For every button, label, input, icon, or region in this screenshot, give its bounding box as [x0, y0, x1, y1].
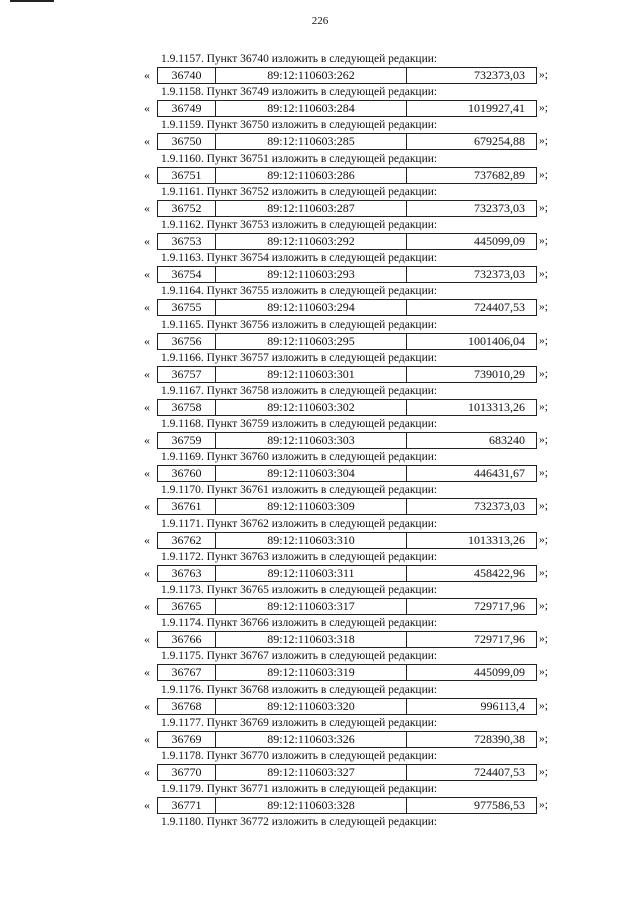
close-quote: »; [539, 69, 548, 81]
amendment-entry [0, 318, 640, 351]
amendment-caption: 1.9.1158. Пункт 36749 изложить в следующей редакции: [161, 86, 438, 99]
open-quote: « [144, 68, 150, 82]
cadastral-number-cell: 89:12:110603:319 [216, 665, 407, 680]
item-number-cell: 36765 [158, 599, 216, 614]
amendment-entry [0, 483, 640, 516]
amendment-caption: 1.9.1167. Пункт 36758 изложить в следующей редакции: [161, 384, 438, 397]
table-row [157, 233, 537, 250]
amendment-row [0, 233, 640, 250]
amendment-row [0, 631, 640, 648]
header-rule [10, 0, 54, 2]
cadastral-number-cell: 89:12:110603:285 [216, 134, 407, 149]
item-number-cell: 36766 [158, 632, 216, 647]
amendment-row [0, 731, 640, 748]
value-cell: 732373,03 [474, 267, 525, 282]
amendment-row [0, 498, 640, 515]
amendment-caption: 1.9.1159. Пункт 36750 изложить в следующей редакции: [161, 119, 438, 132]
value-cell: 1001406,04 [468, 333, 525, 348]
cadastral-number-cell: 89:12:110603:295 [216, 334, 407, 349]
amendment-entry [0, 550, 640, 583]
amendment-row [0, 133, 640, 150]
close-quote: »; [539, 334, 548, 347]
item-number-cell: 36749 [158, 101, 216, 116]
item-number-cell: 36758 [158, 400, 216, 415]
amendment-caption: 1.9.1176. Пункт 36768 изложить в следующей редакции: [161, 683, 438, 696]
amendment-caption: 1.9.1160. Пункт 36751 изложить в следующей редакции: [161, 152, 438, 165]
amendment-row [0, 366, 640, 383]
table-row [157, 100, 537, 117]
amendment-entry [0, 716, 640, 749]
item-number-cell: 36762 [158, 533, 216, 548]
item-number-cell: 36757 [158, 367, 216, 382]
table-row [157, 200, 537, 217]
table-row [157, 731, 537, 748]
close-quote: »; [539, 500, 548, 513]
amendment-row [0, 797, 640, 814]
amendment-row [0, 432, 640, 449]
cadastral-number-cell: 89:12:110603:262 [216, 68, 407, 83]
table-row [157, 498, 537, 515]
close-quote: »; [539, 168, 548, 181]
amendment-caption: 1.9.1166. Пункт 36757 изложить в следующей редакции: [161, 351, 438, 364]
cadastral-number-cell: 89:12:110603:328 [216, 798, 407, 813]
amendment-entry [0, 85, 640, 118]
close-quote: »; [539, 566, 548, 579]
open-quote: « [144, 433, 150, 448]
close-quote: »; [539, 467, 548, 480]
close-quote: »; [539, 268, 548, 281]
cadastral-number-cell: 89:12:110603:310 [216, 533, 407, 548]
amendment-row [0, 200, 640, 217]
amendment-caption: 1.9.1157. Пункт 36740 изложить в следующей редакции: [161, 53, 438, 65]
amendment-caption: 1.9.1177. Пункт 36769 изложить в следующей редакции: [161, 716, 438, 729]
item-number-cell: 36763 [158, 566, 216, 581]
amendment-row [0, 100, 640, 117]
amendment-caption: 1.9.1168. Пункт 36759 изложить в следующей редакции: [161, 418, 438, 431]
table-row [157, 664, 537, 681]
open-quote: « [144, 267, 150, 282]
item-number-cell: 36740 [158, 68, 216, 83]
cadastral-number-cell: 89:12:110603:284 [216, 101, 407, 116]
close-quote: »; [539, 533, 548, 546]
item-number-cell: 36771 [158, 798, 216, 813]
value-cell: 739010,29 [474, 366, 525, 381]
cadastral-number-cell: 89:12:110603:304 [216, 466, 407, 481]
value-cell: 446431,67 [474, 466, 525, 481]
value-cell: 458422,96 [474, 565, 525, 580]
table-row [157, 631, 537, 648]
amendment-caption: 1.9.1179. Пункт 36771 изложить в следующей редакции: [161, 783, 438, 796]
value-cell: 729717,96 [474, 632, 525, 647]
cadastral-number-cell: 89:12:110603:309 [216, 499, 407, 514]
close-quote: »; [539, 765, 548, 778]
table-row [157, 366, 537, 383]
cadastral-number-cell: 89:12:110603:327 [216, 765, 407, 780]
amendment-row [0, 598, 640, 615]
close-quote: »; [539, 699, 548, 712]
amendment-row [0, 664, 640, 681]
open-quote: « [144, 101, 150, 116]
open-quote: « [144, 499, 150, 514]
table-row [157, 797, 537, 814]
close-quote: »; [539, 201, 548, 214]
open-quote: « [144, 565, 150, 580]
table-row [157, 167, 537, 184]
item-number-cell: 36759 [158, 433, 216, 448]
table-row [157, 333, 537, 350]
amendment-caption: 1.9.1162. Пункт 36753 изложить в следующей редакции: [161, 218, 438, 231]
amendment-caption: 1.9.1169. Пункт 36760 изложить в следующей редакции: [161, 451, 438, 464]
amendment-entry [0, 517, 640, 550]
amendment-entry [0, 185, 640, 218]
table-row [157, 432, 537, 449]
amendment-entry [0, 118, 640, 151]
value-cell: 732373,03 [474, 68, 525, 82]
amendment-caption: 1.9.1161. Пункт 36752 изложить в следующей редакции: [161, 185, 438, 198]
value-cell: 724407,53 [474, 300, 525, 315]
item-number-cell: 36768 [158, 699, 216, 714]
close-quote: »; [539, 666, 548, 679]
cadastral-number-cell: 89:12:110603:287 [216, 201, 407, 216]
close-quote: »; [539, 400, 548, 413]
open-quote: « [144, 134, 150, 149]
amendment-row [0, 764, 640, 781]
open-quote: « [144, 665, 150, 680]
amendment-row [0, 465, 640, 482]
table-row [157, 598, 537, 615]
item-number-cell: 36756 [158, 334, 216, 349]
value-cell: 1013313,26 [468, 532, 525, 547]
amendment-entry [0, 152, 640, 185]
amendment-row [0, 532, 640, 549]
value-cell: 732373,03 [474, 499, 525, 514]
amendment-entry [0, 218, 640, 251]
open-quote: « [144, 764, 150, 779]
table-row [157, 133, 537, 150]
value-cell: 977586,53 [474, 798, 525, 813]
amendment-caption: 1.9.1180. Пункт 36772 изложить в следующей редакции: [161, 816, 438, 829]
amendment-caption: 1.9.1172. Пункт 36763 изложить в следующей редакции: [161, 550, 438, 563]
cadastral-number-cell: 89:12:110603:317 [216, 599, 407, 614]
cadastral-number-cell: 89:12:110603:303 [216, 433, 407, 448]
amendment-row [0, 399, 640, 416]
amendment-entry [0, 683, 640, 716]
amendment-entry [0, 450, 640, 483]
table-row [157, 266, 537, 283]
close-quote: »; [539, 799, 548, 812]
cadastral-number-cell: 89:12:110603:294 [216, 300, 407, 315]
amendment-row [0, 299, 640, 316]
table-row [157, 764, 537, 781]
amendment-row [0, 333, 640, 350]
cadastral-number-cell: 89:12:110603:293 [216, 267, 407, 282]
value-cell: 996113,4 [480, 698, 525, 713]
open-quote: « [144, 599, 150, 613]
amendment-entry [0, 251, 640, 284]
cadastral-number-cell: 89:12:110603:320 [216, 699, 407, 714]
amendment-entry [0, 351, 640, 384]
value-cell: 679254,88 [474, 134, 525, 149]
amendment-caption: 1.9.1173. Пункт 36765 изложить в следующей редакции: [161, 584, 438, 596]
close-quote: »; [539, 732, 548, 745]
close-quote: »; [539, 367, 548, 380]
open-quote: « [144, 798, 150, 813]
close-quote: »; [539, 234, 548, 247]
amendment-row [0, 565, 640, 582]
item-number-cell: 36753 [158, 234, 216, 249]
amendment-entry [0, 815, 640, 848]
amendment-list [0, 52, 640, 849]
close-quote: »; [539, 434, 548, 447]
item-number-cell: 36761 [158, 499, 216, 514]
amendment-entry [0, 583, 640, 616]
amendment-entry [0, 649, 640, 682]
item-number-cell: 36770 [158, 765, 216, 780]
item-number-cell: 36755 [158, 300, 216, 315]
amendment-caption: 1.9.1174. Пункт 36766 изложить в следующей редакции: [161, 617, 438, 630]
page-number: 226 [311, 15, 329, 27]
open-quote: « [144, 532, 150, 547]
amendment-caption: 1.9.1164. Пункт 36755 изложить в следующей редакции: [161, 285, 438, 298]
amendment-entry [0, 52, 640, 85]
item-number-cell: 36751 [158, 168, 216, 183]
table-row [157, 532, 537, 549]
open-quote: « [144, 466, 150, 481]
open-quote: « [144, 698, 150, 713]
value-cell: 445099,09 [474, 665, 525, 680]
table-row [157, 399, 537, 416]
amendment-row [0, 167, 640, 184]
value-cell: 728390,38 [474, 731, 525, 746]
value-cell: 729717,96 [474, 599, 525, 613]
item-number-cell: 36769 [158, 732, 216, 747]
open-quote: « [144, 233, 150, 248]
amendment-caption: 1.9.1178. Пункт 36770 изложить в следующей редакции: [161, 749, 438, 762]
amendment-row [0, 67, 640, 84]
item-number-cell: 36750 [158, 134, 216, 149]
close-quote: »; [539, 102, 548, 115]
close-quote: »; [539, 301, 548, 314]
amendment-caption: 1.9.1171. Пункт 36762 изложить в следующей редакции: [161, 517, 438, 530]
cadastral-number-cell: 89:12:110603:311 [216, 566, 407, 581]
amendment-entry [0, 384, 640, 417]
open-quote: « [144, 167, 150, 182]
table-row [157, 67, 537, 84]
item-number-cell: 36767 [158, 665, 216, 680]
open-quote: « [144, 300, 150, 315]
table-row [157, 465, 537, 482]
open-quote: « [144, 399, 150, 414]
open-quote: « [144, 632, 150, 647]
cadastral-number-cell: 89:12:110603:301 [216, 367, 407, 382]
open-quote: « [144, 333, 150, 348]
amendment-caption: 1.9.1170. Пункт 36761 изложить в следующей редакции: [161, 484, 438, 497]
cadastral-number-cell: 89:12:110603:318 [216, 632, 407, 647]
amendment-entry [0, 417, 640, 450]
item-number-cell: 36752 [158, 201, 216, 216]
amendment-entry [0, 782, 640, 815]
value-cell: 1013313,26 [468, 399, 525, 414]
open-quote: « [144, 200, 150, 215]
amendment-caption: 1.9.1163. Пункт 36754 изложить в следующей редакции: [161, 252, 438, 265]
value-cell: 1019927,41 [468, 101, 525, 116]
amendment-caption: 1.9.1165. Пункт 36756 изложить в следующей редакции: [161, 318, 438, 331]
cadastral-number-cell: 89:12:110603:326 [216, 732, 407, 747]
value-cell: 683240 [489, 433, 525, 448]
table-row [157, 299, 537, 316]
cadastral-number-cell: 89:12:110603:302 [216, 400, 407, 415]
value-cell: 732373,03 [474, 200, 525, 215]
close-quote: »; [539, 633, 548, 646]
amendment-row [0, 698, 640, 715]
close-quote: »; [539, 135, 548, 148]
close-quote: »; [539, 600, 548, 612]
item-number-cell: 36760 [158, 466, 216, 481]
table-row [157, 565, 537, 582]
open-quote: « [144, 366, 150, 381]
amendment-caption: 1.9.1175. Пункт 36767 изложить в следующей редакции: [161, 650, 438, 663]
amendment-entry [0, 616, 640, 649]
value-cell: 724407,53 [474, 764, 525, 779]
cadastral-number-cell: 89:12:110603:286 [216, 168, 407, 183]
table-row [157, 698, 537, 715]
amendment-entry [0, 284, 640, 317]
open-quote: « [144, 731, 150, 746]
value-cell: 737682,89 [474, 167, 525, 182]
amendment-row [0, 266, 640, 283]
item-number-cell: 36754 [158, 267, 216, 282]
cadastral-number-cell: 89:12:110603:292 [216, 234, 407, 249]
amendment-entry [0, 749, 640, 782]
value-cell: 445099,09 [474, 233, 525, 248]
